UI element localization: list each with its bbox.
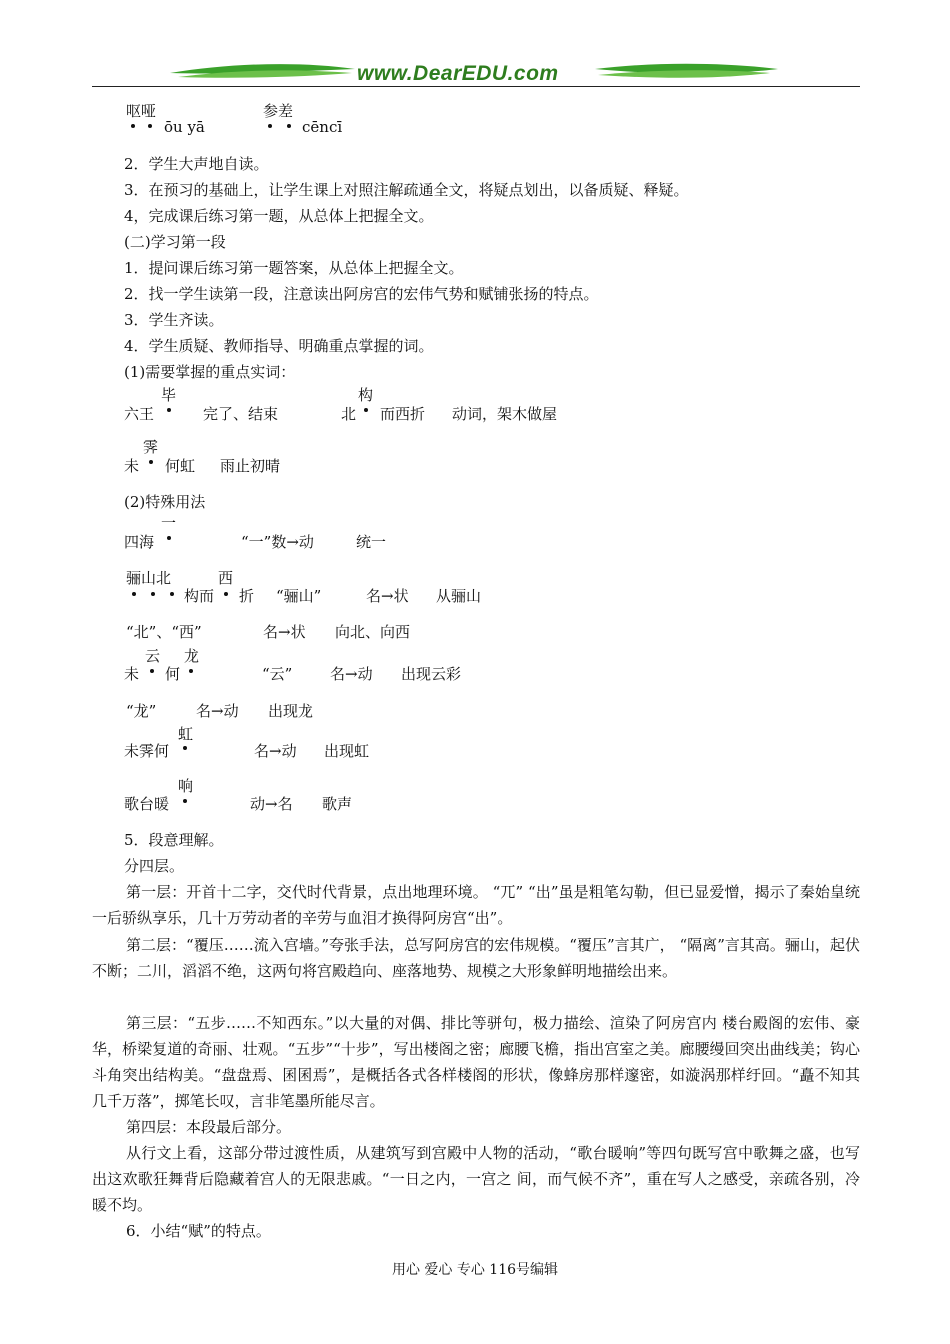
section-heading: (二)学习第一段: [124, 233, 226, 251]
emphasis-dot: [170, 592, 174, 596]
step-line: 4．学生质疑、教师指导、明确重点掌握的词。: [124, 337, 434, 355]
emphasis-dot: [149, 460, 153, 464]
emphasis-dot: [224, 592, 228, 596]
special-phrase: 歌台暖: [124, 795, 170, 813]
vocab-char-bi: 毕: [161, 386, 177, 404]
page-header: [0, 55, 950, 95]
special-phrase: 折: [239, 587, 255, 605]
special-char: 云: [145, 647, 161, 665]
step-line: 2．找一学生读第一段，注意读出阿房宫的宏伟气势和赋铺张扬的特点。: [124, 285, 599, 303]
word-cenci: 参差: [263, 102, 294, 120]
special-meaning: 从骊山: [436, 587, 482, 605]
vocab-meaning: 雨止初晴: [220, 457, 281, 475]
body-paragraph: 第一层：开首十二字，交代时代背景，点出地理环境。 “兀” “出”虽是粗笔勾勒，但已显爱憎，揭示了秦始皇统一后骄纵享乐，几十万劳动者的辛劳与血泪才换得阿房宫“出”。: [92, 883, 860, 927]
special-phrase: 何: [165, 665, 181, 683]
step-line: 分四层。: [124, 857, 185, 875]
special-usage: 名→动: [254, 742, 297, 760]
step-line: 2．学生大声地自读。: [124, 155, 269, 173]
vocab-phrase: 北: [341, 405, 357, 423]
emphasis-dot: [189, 669, 193, 673]
special-char: 西: [218, 569, 234, 587]
step-line: 3．学生齐读。: [124, 311, 224, 329]
special-phrase: 骊山北: [126, 569, 172, 587]
emphasis-dot: [287, 124, 291, 128]
subsection-heading: (2)特殊用法: [124, 493, 206, 511]
step-line: 5．段意理解。: [124, 831, 224, 849]
special-char: 一: [161, 514, 177, 532]
emphasis-dot: [167, 408, 171, 412]
special-meaning: 统一: [356, 533, 387, 551]
special-phrase: 四海: [124, 533, 155, 551]
pinyin-cenci: cēncī: [302, 118, 343, 136]
vocab-meaning: 完了、结束: [203, 405, 279, 423]
vocab-phrase: 何虹: [165, 457, 196, 475]
body-paragraph: 第二层：“覆压……流入宫墙。”夸张手法，总写阿房宫的宏伟规模。“覆压”言其广， “隔离”言其高。骊山，起伏不断；二川，滔滔不绝，这两句将宫殿趋向、座落地势、规模之大形象鲜明地描绘出来。: [92, 936, 860, 980]
vocab-char-gou: 构: [358, 386, 374, 404]
emphasis-dot: [268, 124, 272, 128]
special-meaning: 向北、向西: [335, 623, 411, 641]
special-usage: “龙”: [126, 702, 157, 720]
special-meaning: 出现龙: [268, 702, 314, 720]
body-paragraph: 第三层：“五步……不知西东。”以大量的对偶、排比等骈句，极力描绘、渲染了阿房宫内 楼台殿阁的宏伟、豪华，桥梁复道的奇丽、壮观。“五步”“十步”，写出楼阁之密；廊腰飞檐，指出宫室之美。廊腰缦回突出曲线美；钩心斗角突出结构美。“盘盘焉、囷囷焉”，是概括各式各样楼阁的形状，像蜂房那样邃密，如漩涡那样纡回。“矗不知其几千万落”，掷笔长叹，言非笔墨所能尽言。: [92, 1014, 860, 1110]
special-usage: 名→动: [330, 665, 373, 683]
special-phrase: 未霁何: [124, 742, 170, 760]
special-usage: 动→名: [250, 795, 293, 813]
special-usage: “骊山”: [276, 587, 322, 605]
emphasis-dot: [183, 746, 187, 750]
step-line: 3．在预习的基础上，让学生课上对照注解疏通全文，将疑点划出，以备质疑、释疑。: [124, 181, 689, 199]
emphasis-dot: [148, 124, 152, 128]
special-meaning: 歌声: [322, 795, 353, 813]
page-footer: 用心 爱心 专心 116号编辑: [391, 1262, 559, 1278]
emphasis-dot: [132, 592, 136, 596]
emphasis-dot: [150, 669, 154, 673]
emphasis-dot: [167, 536, 171, 540]
vocab-phrase: 未: [124, 457, 140, 475]
emphasis-dot: [131, 124, 135, 128]
special-char: 响: [178, 777, 194, 795]
special-usage: 名→动: [196, 702, 239, 720]
site-logo-text: www.DearEDU.com: [357, 62, 559, 85]
special-char: 龙: [184, 647, 200, 665]
subsection-heading: (1)需要掌握的重点实词：: [124, 363, 296, 381]
step-line: 4，完成课后练习第一题，从总体上把握全文。: [124, 207, 434, 225]
special-usage: “云”: [262, 665, 293, 683]
special-usage: 名→状: [366, 587, 409, 605]
vocab-char-ji: 霁: [143, 438, 159, 456]
vocab-phrase: 而西折: [380, 405, 426, 423]
emphasis-dot: [151, 592, 155, 596]
step-line: 1．提问课后练习第一题答案，从总体上把握全文。: [124, 259, 464, 277]
special-meaning: 出现虹: [324, 742, 370, 760]
special-phrase: 构而: [184, 587, 215, 605]
vocab-meaning: 动词，架木做屋: [452, 405, 558, 423]
header-rule: [92, 86, 860, 87]
special-char: 虹: [178, 725, 194, 743]
special-usage: “一”数→动: [241, 533, 314, 551]
special-usage: “北”、“西”: [126, 623, 202, 641]
pinyin-ouya: ōu yā: [164, 118, 205, 136]
emphasis-dot: [364, 408, 368, 412]
word-ouya: 呕哑: [126, 102, 157, 120]
special-usage: 名→状: [263, 623, 306, 641]
body-paragraph: 第四层：本段最后部分。: [126, 1118, 292, 1136]
body-paragraph: 从行文上看，这部分带过渡性质，从建筑写到宫殿中人物的活动，“歌台暖响”等四句既写宫中歌舞之盛，也写出这欢歌狂舞背后隐藏着宫人的无限悲戚。“一日之内，一宫之 间，而气候不齐”，重在写人之感受，亲疏各别，冷暖不均。: [92, 1144, 860, 1214]
special-phrase: 未: [124, 665, 140, 683]
body-paragraph: 6．小结“赋”的特点。: [126, 1222, 271, 1240]
emphasis-dot: [183, 799, 187, 803]
special-meaning: 出现云彩: [401, 665, 462, 683]
vocab-phrase: 六王: [124, 405, 155, 423]
